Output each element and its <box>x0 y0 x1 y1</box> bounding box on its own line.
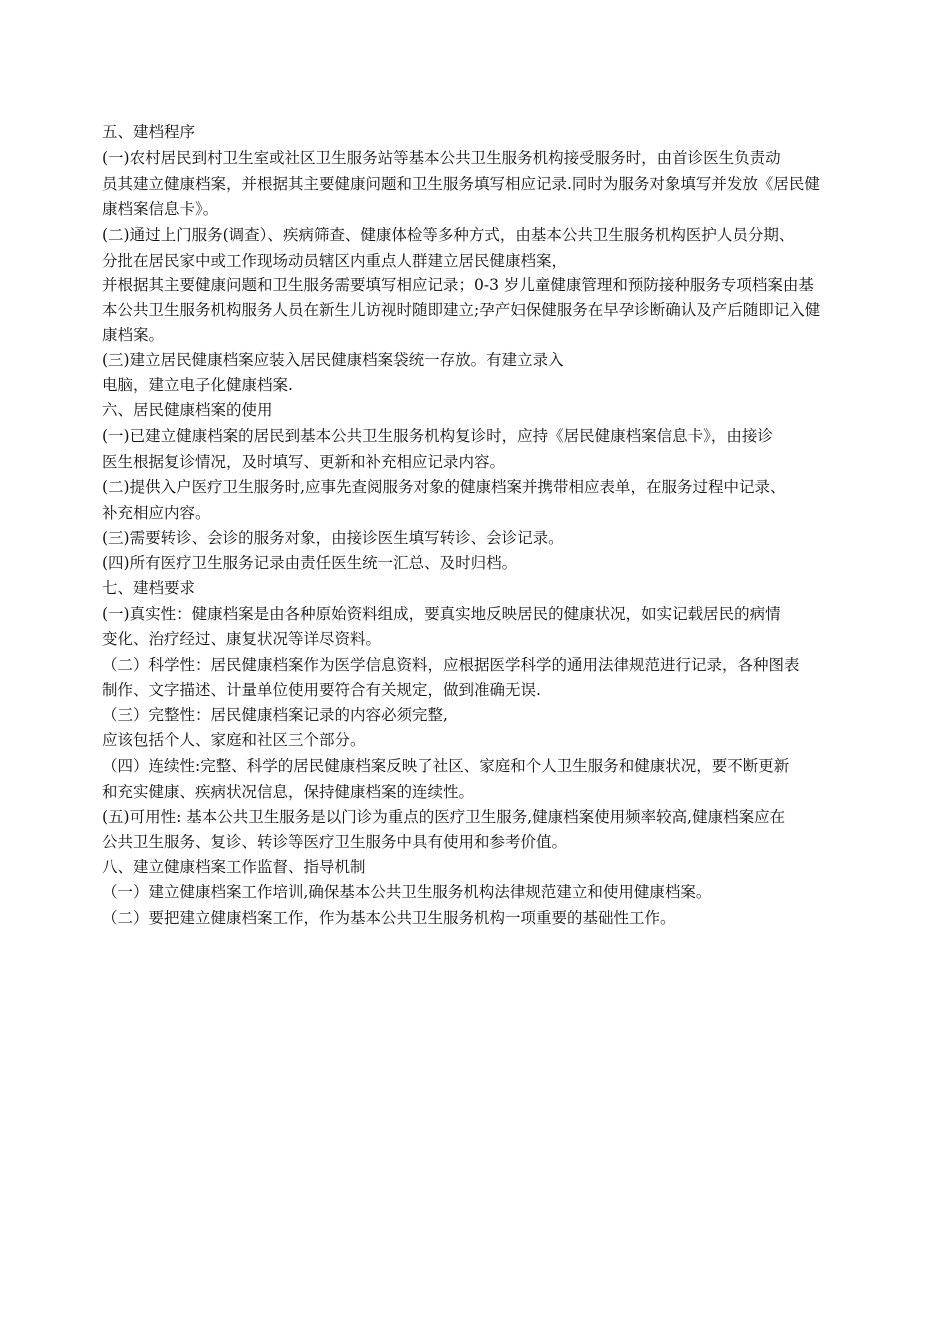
paragraph-line: (二)提供入户医疗卫生服务时,应事先查阅服务对象的健康档案并携带相应表单，在服务过程中记录、 <box>102 478 786 496</box>
paragraph-line: （四）连续性:完整、科学的居民健康档案反映了社区、家庭和个人卫生服务和健康状况，要不断更新 <box>102 757 790 775</box>
paragraph-line: (一)农村居民到村卫生室或社区卫生服务站等基本公共卫生服务机构接受服务时，由首诊医生负责动 <box>102 149 781 167</box>
paragraph-line: 公共卫生服务、复诊、转诊等医疗卫生服务中具有使用和参考价值。 <box>102 833 568 851</box>
paragraph-line: 和充实健康、疾病状况信息，保持健康档案的连续性。 <box>102 783 475 801</box>
paragraph-line: (四)所有医疗卫生服务记录由责任医生统一汇总、及时归档。 <box>102 554 518 572</box>
paragraph-line: 员其建立健康档案，并根据其主要健康问题和卫生服务填写相应记录.同时为服务对象填写并发放《居民健 <box>102 175 820 193</box>
paragraph-line: 分批在居民家中或工作现场动员辖区内重点人群建立居民健康档案， <box>102 252 568 270</box>
paragraph-line: （二）科学性：居民健康档案作为医学信息资料，应根据医学科学的通用法律规范进行记录，各种图表 <box>102 656 800 674</box>
paragraph-line: 制作、文字描述、计量单位使用要符合有关规定，做到准确无误. <box>102 681 541 699</box>
paragraph-line: (一)真实性：健康档案是由各种原始资料组成，要真实地反映居民的健康状况，如实记载居民的病情 <box>102 605 781 623</box>
section-heading-8: 八、建立健康档案工作监督、指导机制 <box>102 858 366 876</box>
paragraph-line: （一）建立健康档案工作培训,确保基本公共卫生服务机构法律规范建立和使用健康档案。 <box>102 883 712 901</box>
paragraph-line: 医生根据复诊情况，及时填写、更新和补充相应记录内容。 <box>102 453 506 471</box>
section-heading-7: 七、建档要求 <box>102 579 196 597</box>
paragraph-line: （三）完整性：居民健康档案记录的内容必须完整, <box>102 706 448 724</box>
paragraph-line: (二)通过上门服务(调查）、疾病筛查、健康体检等多种方式，由基本公共卫生服务机构医护人员分期、 <box>102 226 795 244</box>
section-heading-5: 五、建档程序 <box>102 123 196 141</box>
paragraph-line: 康档案信息卡》。 <box>102 200 219 218</box>
paragraph-line: 康档案。 <box>102 326 165 344</box>
paragraph-line: 应该包括个人、家庭和社区三个部分。 <box>102 731 366 749</box>
paragraph-line: 本公共卫生服务机构服务人员在新生儿访视时随即建立;孕产妇保健服务在早孕诊断确认及产后随即记入健 <box>102 301 821 319</box>
paragraph-line: 电脑，建立电子化健康档案. <box>102 376 293 394</box>
paragraph-line: (三)需要转诊、会诊的服务对象，由接诊医生填写转诊、会诊记录。 <box>102 529 564 547</box>
paragraph-line: (一)已建立健康档案的居民到基本公共卫生服务机构复诊时，应持《居民健康档案信息卡》，由接诊 <box>102 427 773 445</box>
paragraph-line: 并根据其主要健康问题和卫生服务需要填写相应记录；0-3 岁儿童健康管理和预防接种服务专项档案由基 <box>102 276 814 294</box>
section-heading-6: 六、居民健康档案的使用 <box>102 401 273 419</box>
paragraph-line: 补充相应内容。 <box>102 504 211 522</box>
paragraph-line: (三)建立居民健康档案应装入居民健康档案袋统一存放。有建立录入 <box>102 351 564 369</box>
paragraph-line: 变化、治疗经过、康复状况等详尽资料。 <box>102 630 382 648</box>
paragraph-line: (五)可用性: 基本公共卫生服务是以门诊为重点的医疗卫生服务,健康档案使用频率较高,健康档案应在 <box>102 808 786 826</box>
paragraph-line: （二）要把建立健康档案工作，作为基本公共卫生服务机构一项重要的基础性工作。 <box>102 909 676 927</box>
